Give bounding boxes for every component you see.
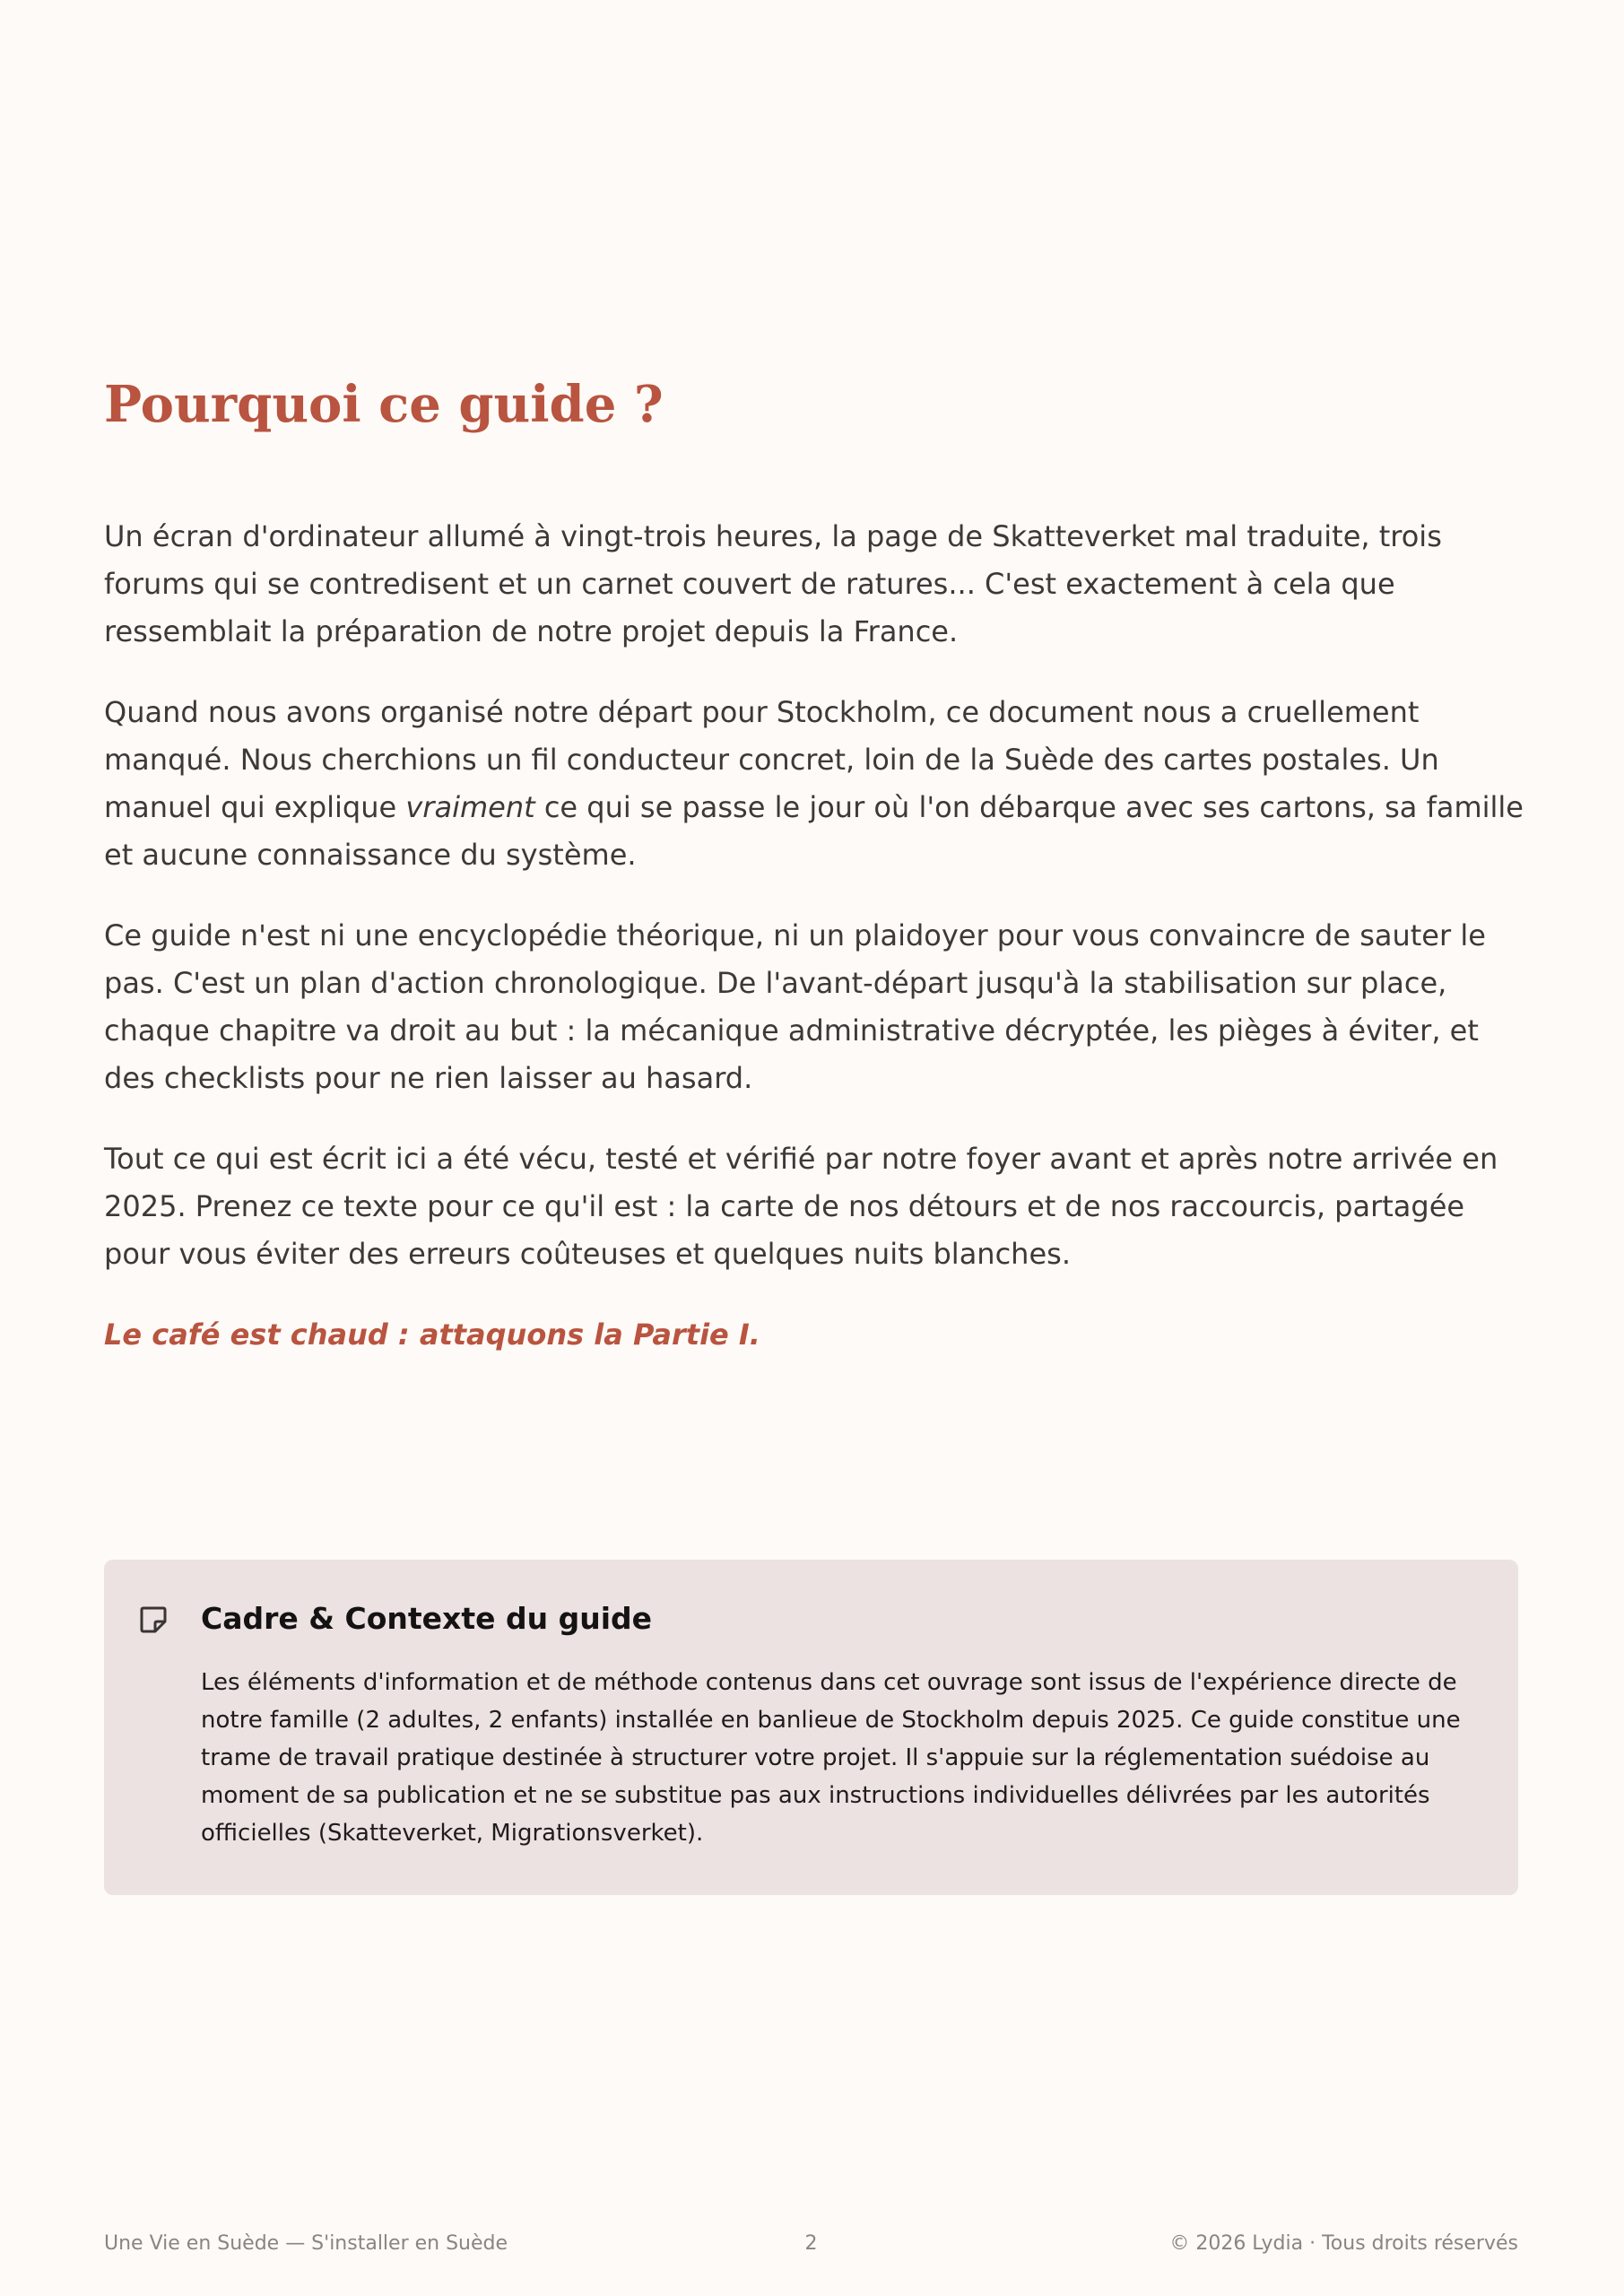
paragraph-2-start: Quand nous avons organisé notre départ pour Stockholm, ce document nous a cruellement manqué. Nous cherchions un fil conducteur concret, loin de la Suède des cartes postales. Un manuel qui explique: [104, 695, 1439, 824]
paragraph-3: Ce guide n'est ni une encyclopédie théorique, ni un plaidoyer pour vous convaincre de sauter le pas. C'est un plan d'action chronologique. De l'avant-départ jusqu'à la stabilisation sur place, chaque chapitre va droit au but : la mécanique administrative décryptée, les pièges à éviter, et des checklists pour ne rien laisser au hasard.: [104, 918, 1486, 1095]
footer-copyright: © 2026 Lydia · Tous droits réservés: [1169, 2232, 1518, 2255]
note-icon: [138, 1605, 169, 1635]
page-number: 2: [804, 2232, 818, 2255]
emphasis-vraiment: vraiment: [405, 790, 535, 824]
footer-book-title: Une Vie en Suède — S'installer en Suède: [104, 2232, 508, 2255]
paragraph-2-end: ce qui se passe le jour où l'on débarque avec ses cartons, sa famille et aucune connaissance du système.: [104, 790, 1524, 872]
paragraph-2: [104, 689, 1530, 879]
intro-text: [104, 513, 1530, 1392]
callout-title: Cadre & Contexte du guide: [201, 1601, 653, 1636]
context-callout: [104, 1560, 1518, 1895]
page-footer: [104, 2226, 1518, 2262]
closing-line: Le café est chaud : attaquons la Partie I.: [104, 1318, 760, 1352]
callout-body: Les éléments d'information et de méthode contenus dans cet ouvrage sont issus de l'expérience directe de notre famille (2 adultes, 2 enfants) installée en banlieue de Stockholm depuis 2025. Ce guide constitue une trame de travail pratique destinée à structurer votre projet. Il s'appuie sur la réglementation suédoise au moment de sa publication et ne se substitue pas aux instructions individuelles délivrées par les autorités officielles (Skatteverket, Migrationsverket).: [201, 1669, 1461, 1847]
paragraph-4: Tout ce qui est écrit ici a été vécu, testé et vérifié par notre foyer avant et après notre arrivée en 2025. Prenez ce texte pour ce qu'il est : la carte de nos détours et de nos raccourcis, partagée pour vous éviter des erreurs coûteuses et quelques nuits blanches.: [104, 1142, 1498, 1271]
section-heading: Pourquoi ce guide ?: [104, 375, 664, 434]
paragraph-1: Un écran d'ordinateur allumé à vingt-trois heures, la page de Skatteverket mal traduite, trois forums qui se contredisent et un carnet couvert de ratures... C'est exactement à cela que ressemblait la préparation de notre projet depuis la France.: [104, 519, 1442, 648]
